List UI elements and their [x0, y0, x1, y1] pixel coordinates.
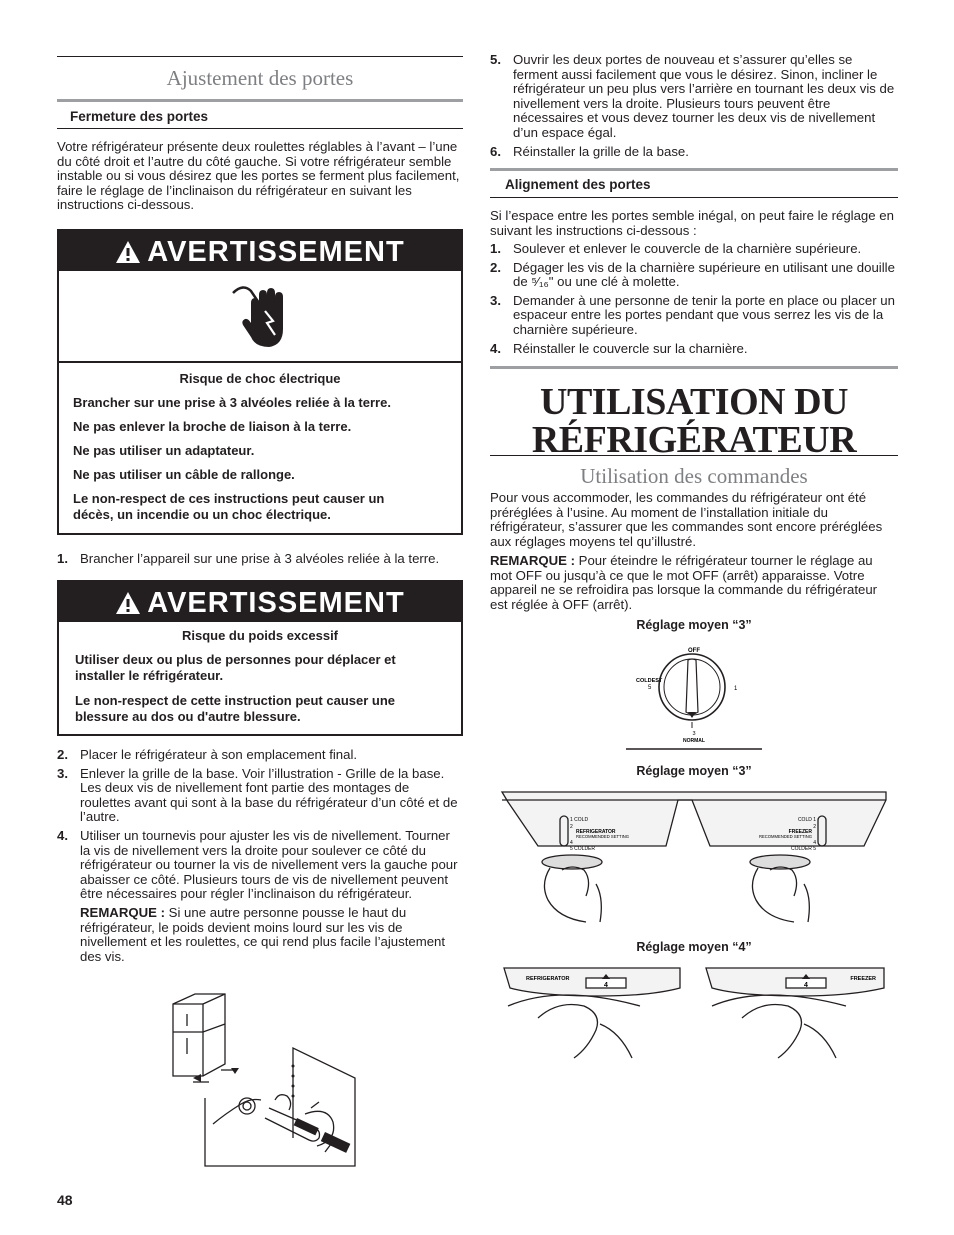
section-title-door-adjustment: Ajustement des portes: [166, 66, 354, 90]
left-panel-level-4: 4: [570, 840, 573, 846]
dial-one-label: 1: [734, 686, 738, 692]
left-panel-recommended: RECOMMENDED SETTING: [576, 834, 630, 839]
left-panel-cold: 1 COLD: [570, 817, 589, 823]
caption-dial: Réglage moyen “3”: [636, 618, 752, 632]
left-panel-level-2: 2: [570, 824, 573, 830]
control-dial-illustration: [626, 642, 762, 752]
step-number: 1.: [490, 241, 501, 256]
step-text: Réinstaller le couvercle sur la charnière.: [513, 340, 748, 356]
warning-line: Ne pas utiliser un adaptateur.: [73, 443, 255, 458]
step-number: 2.: [490, 259, 501, 275]
step-text: Enlever la grille de la base. Voir l’illustration - Grille de la base. Les deux vis de nivellement font partie des montages de roulettes avant qui sont à la base du réfrigérateur d’un côté et de l’autre.: [80, 765, 458, 825]
warning-label: AVERTISSEMENT: [147, 236, 405, 268]
warning-triangle-icon: [115, 240, 141, 264]
step-text: Brancher l’appareil sur une prise à 3 alvéoles reliée à la terre.: [80, 551, 440, 566]
slide-right-label: FREEZER: [850, 976, 876, 982]
right-panel-level-2: 2: [813, 824, 816, 830]
align-intro: Si l’espace entre les portes semble inégal, on peut faire le réglage en suivant les instructions ci-dessous :: [490, 208, 894, 238]
step-number: 2.: [57, 747, 68, 762]
caption-panels: Réglage moyen “3”: [636, 764, 752, 778]
remark: [80, 906, 462, 964]
warning-icon-area: [59, 271, 461, 363]
warning-triangle-icon: [115, 591, 141, 615]
remark-text: Pour éteindre le réfrigérateur tourner le réglage au mot OFF ou jusqu’à ce que le mot OFF (arrêt) apparaisse. Votre appareil ne se refroidira pas lorsque la commande du réfrigérateur est réglée à OFF (arrêt).: [490, 553, 878, 612]
slide-left-value: 4: [604, 982, 608, 989]
step-number: 3.: [57, 765, 68, 781]
slide-control-illustration: [500, 966, 888, 1062]
step-text: Demander à une personne de tenir la porte en place ou placer un espaceur entre les portes pendant que vous serrez les vis de la charnière supérieure.: [513, 292, 895, 337]
left-panel-colder: 5 COLDER: [570, 846, 596, 852]
warning-risk-title: Risque du poids excessif: [181, 628, 339, 643]
intro-paragraph: Votre réfrigérateur présente deux roulettes réglables à l’avant – l’une du côté droit et l’autre du côté gauche. Si votre réfrigérateur semble instable ou si vous désirez que les portes se ferment plus facilement, faire le réglage de l’inclinaison du réfrigérateur en suivant les instructions ci-dessous.: [57, 139, 460, 213]
leveling-screw-illustration: [165, 988, 365, 1170]
warning-line: Ne pas enlever la broche de liaison à la terre.: [73, 419, 352, 434]
top-rule: [57, 56, 463, 57]
dial-normal-label: NORMAL: [683, 738, 705, 744]
chapter-rule: [490, 366, 898, 369]
subhead-top-rule: [490, 168, 898, 171]
step-text: Dégager les vis de la charnière supérieure en utilisant une douille de ⁵⁄₁₆" ou une clé à molette.: [513, 259, 895, 290]
step-number: 5.: [490, 52, 501, 67]
step-text: Soulever et enlever le couvercle de la charnière supérieure.: [513, 241, 862, 256]
subhead-rule: [57, 128, 463, 129]
remark-label: REMARQUE :: [490, 553, 575, 568]
chapter-title: [490, 383, 898, 459]
warning-line: Brancher sur une prise à 3 alvéoles reliée à la terre.: [73, 395, 391, 410]
section-rule: [57, 99, 463, 102]
slide-right-value: 4: [804, 982, 808, 989]
step-number: 4.: [57, 827, 68, 843]
step-text: Réinstaller la grille de la base.: [513, 143, 689, 159]
step-text: Ouvrir les deux portes de nouveau et s’assurer qu’elles se ferment aussi facilement que vous le désirez. Sinon, incliner le réfrigérateur un peu plus vers l’arrière en tournant les deux vis de nivellement vers la droite. Plusieurs tours peuvent être nécessaires et vous devez tourner les deux vis de nivellement d’un espace égal.: [513, 52, 895, 140]
slide-left-label: REFRIGERATOR: [526, 976, 570, 982]
control-panel-illustration: [500, 788, 888, 928]
warning-text: [59, 363, 461, 523]
warning-line: Ne pas utiliser un câble de rallonge.: [73, 467, 295, 482]
warning-line: Utiliser deux ou plus de personnes pour déplacer et installer le réfrigérateur.: [75, 652, 396, 683]
chapter-title-line1: UTILISATION DU: [540, 381, 848, 423]
step-number: 6.: [490, 143, 501, 159]
section-title-controls: Utilisation des commandes: [580, 464, 808, 488]
dial-three-label: 3: [692, 731, 696, 737]
step-number: 3.: [490, 292, 501, 308]
right-panel-cold: COLD 1: [797, 817, 816, 823]
steps-2-4: [57, 748, 462, 968]
step-number: 1.: [57, 551, 68, 566]
left-panel-label: REFRIGERATOR: [576, 829, 616, 835]
warning-line: Le non-respect de cette instruction peut causer une blessure au dos ou d'autre blessure.: [75, 693, 396, 724]
steps-5-6: [490, 53, 896, 163]
commands-remark: [490, 554, 898, 612]
page-number: 48: [57, 1192, 73, 1208]
dial-off-label: OFF: [688, 648, 700, 654]
chapter-title-line2: RÉFRIGÉRATEUR: [531, 419, 857, 461]
step-text: Placer le réfrigérateur à son emplacement final.: [80, 747, 358, 762]
warning-text: [59, 622, 461, 725]
warning-box-electric: [57, 229, 463, 535]
chapter-bottom-rule: [490, 455, 898, 456]
dial-five-label: 5: [648, 685, 652, 691]
warning-label: AVERTISSEMENT: [147, 587, 405, 619]
dial-coldest-label: COLDEST: [636, 678, 663, 684]
warning-line: Le non-respect de ces instructions peut causer un décès, un incendie ou un choc électrique.: [73, 491, 385, 522]
step-1: [57, 552, 462, 571]
commands-intro: Pour vous accommoder, les commandes du réfrigérateur ont été préréglées à l’usine. Au moment de l’installation initiale du réfrigérateur, s’assurer que les commandes sont encore préréglées aux réglages moyens tel qu’illustré.: [490, 490, 883, 549]
electric-shock-hand-icon: [229, 281, 299, 353]
align-steps: [490, 242, 896, 360]
subhead-door-closing: Fermeture des portes: [70, 109, 209, 124]
right-panel-label: FREEZER: [788, 829, 812, 835]
warning-header: [59, 582, 461, 622]
step-text: Utiliser un tournevis pour ajuster les vis de nivellement. Tourner la vis de nivellement vers la droite pour soulever ce côté du réfrigérateur ou tourner la vis de nivellement vers la gauche pour abaisser ce côté. Plusieurs tours de vis de nivellement peuvent être nécessaires pour régler l’inclinaison du réfrigérateur.: [80, 827, 458, 902]
subhead-door-alignment: Alignement des portes: [505, 177, 651, 192]
caption-slides: Réglage moyen “4”: [636, 940, 752, 954]
right-panel-level-4: 4: [813, 840, 816, 846]
warning-header: [59, 231, 461, 271]
right-panel-recommended: RECOMMENDED SETTING: [758, 834, 812, 839]
step-number: 4.: [490, 340, 501, 356]
right-panel-colder: COLDER 5: [790, 846, 816, 852]
warning-risk-title: Risque de choc électrique: [179, 371, 341, 386]
warning-box-weight: [57, 580, 463, 736]
remark-text: Si une autre personne pousse le haut du réfrigérateur, le poids devient moins lourd sur les vis de nivellement et les roulettes, ce qui rend plus facile l’ajustement des vis.: [80, 904, 446, 964]
remark-label: REMARQUE :: [80, 904, 165, 920]
subhead-rule: [490, 197, 898, 198]
